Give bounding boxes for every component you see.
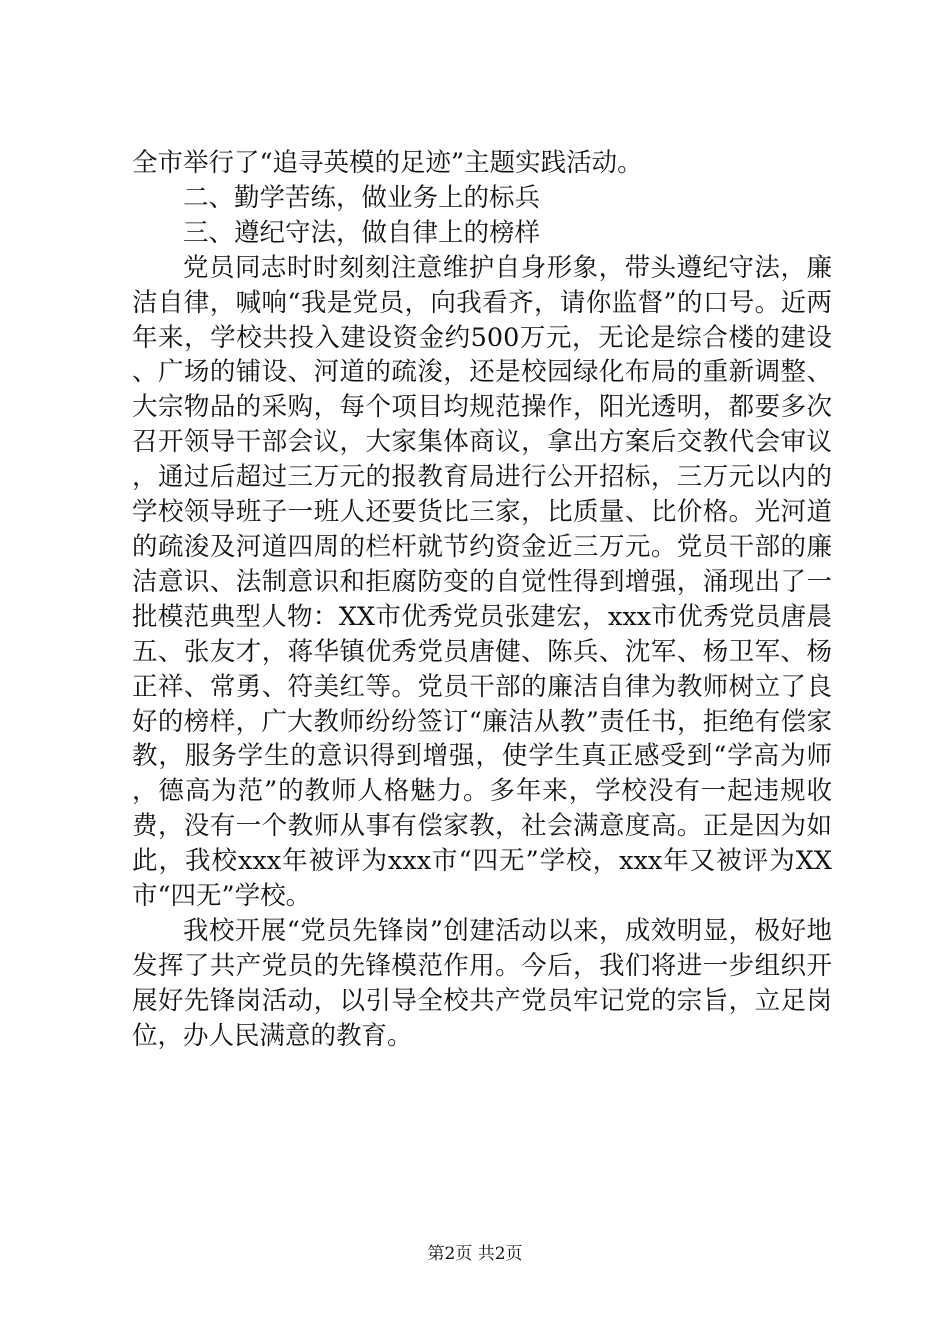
paragraph-discipline: 党员同志时时刻刻注意维护自身形象，带头遵纪守法，廉洁自律，喊响“我是党员，向我看齐，请你监督”的口号。近两年来，学校共投入建设资金约500万元，无论是综合楼的建设、广场的铺设、河道的疏浚，还是校园绿化布局的重新调整、大宗物品的采购，每个项目均规范操作，阳光透明，都要多次召开领导干部会议，大家集体商议，拿出方案后交教代会审议，通过后超过三万元的报教育局进行公开招标，三万元以内的学校领导班子一班人还要货比三家，比质量、比价格。光河道的疏浚及河道四周的栏杆就节约资金近三万元。党员干部的廉洁意识、法制意识和拒腐防变的自觉性得到增强，涌现出了一批模范典型人物：XX市优秀党员张建宏，xxx市优秀党员唐晨五、张友才，蒋华镇优秀党员唐健、陈兵、沈军、杨卫军、杨正祥、常勇、符美红等。党员干部的廉洁自律为教师树立了良好的榜样，广大教师纷纷签订“廉洁从教”责任书，拒绝有偿家教，服务学生的意识得到增强，使学生真正感受到“学高为师，德高为范”的教师人格魅力。多年来，学校没有一起违规收费，没有一个教师从事有偿家教，社会满意度高。正是因为如此，我校xxx年被评为xxx市“四无”学校，xxx年又被评为XX市“四无”学校。 xyxy=(132,252,832,912)
section-heading-2: 二、勤学苦练，做业务上的标兵 xyxy=(183,182,541,213)
paragraph-conclusion: 我校开展“党员先锋岗”创建活动以来，成效明显，极好地发挥了共产党员的先锋模范作用。今后，我们将进一步组织开展好先锋岗活动，以引导全校共产党员牢记党的宗旨，立足岗位，办人民满意的教育。 xyxy=(132,915,832,1051)
document-body xyxy=(132,146,832,1054)
page-number-footer: 第2页 共2页 xyxy=(427,1244,523,1264)
section-heading-3: 三、遵纪守法，做自律上的榜样 xyxy=(183,217,541,248)
paragraph-intro-line: 全市举行了“追寻英模的足迹”主题实践活动。 xyxy=(132,148,643,178)
